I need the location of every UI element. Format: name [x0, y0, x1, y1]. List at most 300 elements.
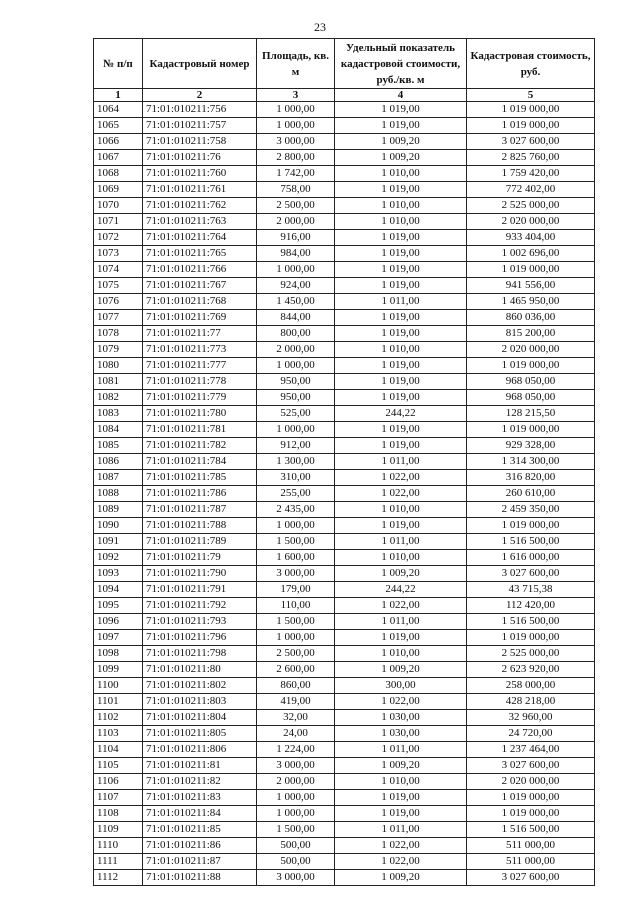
- cadastral-value-cell: 1 019 000,00: [467, 630, 595, 646]
- specific-value-cell: 1 019,00: [335, 422, 467, 438]
- table-row: [94, 230, 595, 246]
- area-cell: 2 600,00: [257, 662, 335, 678]
- area-cell: 500,00: [257, 838, 335, 854]
- table-row: [94, 870, 595, 886]
- row-number-cell: 1067: [94, 150, 143, 166]
- cadastral-number-cell: 71:01:010211:764: [143, 230, 257, 246]
- row-number-cell: 1066: [94, 134, 143, 150]
- cadastral-value-cell: 316 820,00: [467, 470, 595, 486]
- row-number-cell: 1109: [94, 822, 143, 838]
- table-row: [94, 854, 595, 870]
- specific-value-cell: 1 019,00: [335, 374, 467, 390]
- cadastral-value-cell: 2 623 920,00: [467, 662, 595, 678]
- cadastral-value-cell: 2 525 000,00: [467, 198, 595, 214]
- cadastral-value-cell: 2 459 350,00: [467, 502, 595, 518]
- area-cell: 179,00: [257, 582, 335, 598]
- cadastral-value-cell: 2 525 000,00: [467, 646, 595, 662]
- table-row: [94, 710, 595, 726]
- cadastral-value-cell: 933 404,00: [467, 230, 595, 246]
- area-cell: 2 800,00: [257, 150, 335, 166]
- cadastral-number-cell: 71:01:010211:782: [143, 438, 257, 454]
- cadastral-value-cell: 128 215,50: [467, 406, 595, 422]
- area-cell: 1 000,00: [257, 790, 335, 806]
- table-row: [94, 406, 595, 422]
- specific-value-cell: 1 009,20: [335, 566, 467, 582]
- row-number-cell: 1079: [94, 342, 143, 358]
- row-number-cell: 1090: [94, 518, 143, 534]
- column-number: 2: [143, 89, 257, 102]
- table-row: [94, 294, 595, 310]
- table-row: [94, 454, 595, 470]
- cadastral-number-cell: 71:01:010211:804: [143, 710, 257, 726]
- cadastral-number-cell: 71:01:010211:773: [143, 342, 257, 358]
- cadastral-number-cell: 71:01:010211:792: [143, 598, 257, 614]
- specific-value-cell: 1 010,00: [335, 198, 467, 214]
- specific-value-cell: 1 019,00: [335, 230, 467, 246]
- row-number-cell: 1076: [94, 294, 143, 310]
- table-row: [94, 342, 595, 358]
- cadastral-value-cell: 1 019 000,00: [467, 358, 595, 374]
- cadastral-number-cell: 71:01:010211:769: [143, 310, 257, 326]
- area-cell: 2 000,00: [257, 214, 335, 230]
- specific-value-cell: 1 019,00: [335, 390, 467, 406]
- cadastral-value-cell: 3 027 600,00: [467, 870, 595, 886]
- specific-value-cell: 1 030,00: [335, 710, 467, 726]
- header-cadastral-value: Кадастровая стоимость, руб.: [467, 39, 595, 89]
- area-cell: 3 000,00: [257, 134, 335, 150]
- area-cell: 2 500,00: [257, 198, 335, 214]
- row-number-cell: 1065: [94, 118, 143, 134]
- page-number: 23: [314, 20, 326, 34]
- area-cell: 1 000,00: [257, 422, 335, 438]
- table-row: [94, 134, 595, 150]
- specific-value-cell: 244,22: [335, 582, 467, 598]
- area-cell: 984,00: [257, 246, 335, 262]
- cadastral-value-cell: 1 237 464,00: [467, 742, 595, 758]
- area-cell: 255,00: [257, 486, 335, 502]
- row-number-cell: 1107: [94, 790, 143, 806]
- cadastral-number-cell: 71:01:010211:85: [143, 822, 257, 838]
- cadastral-number-cell: 71:01:010211:761: [143, 182, 257, 198]
- specific-value-cell: 1 019,00: [335, 118, 467, 134]
- cadastral-number-cell: 71:01:010211:77: [143, 326, 257, 342]
- specific-value-cell: 1 011,00: [335, 742, 467, 758]
- cadastral-value-cell: 3 027 600,00: [467, 134, 595, 150]
- table-row: [94, 822, 595, 838]
- table-row: [94, 182, 595, 198]
- area-cell: 1 500,00: [257, 534, 335, 550]
- table-row: [94, 438, 595, 454]
- cadastral-number-cell: 71:01:010211:80: [143, 662, 257, 678]
- row-number-cell: 1111: [94, 854, 143, 870]
- row-number-cell: 1110: [94, 838, 143, 854]
- specific-value-cell: 1 030,00: [335, 726, 467, 742]
- cadastral-number-cell: 71:01:010211:806: [143, 742, 257, 758]
- cadastral-value-cell: 511 000,00: [467, 854, 595, 870]
- specific-value-cell: 1 019,00: [335, 806, 467, 822]
- table-row: [94, 118, 595, 134]
- specific-value-cell: 1 010,00: [335, 214, 467, 230]
- specific-value-cell: 244,22: [335, 406, 467, 422]
- row-number-cell: 1084: [94, 422, 143, 438]
- table-row: [94, 662, 595, 678]
- cadastral-number-cell: 71:01:010211:805: [143, 726, 257, 742]
- cadastral-value-cell: 1 019 000,00: [467, 518, 595, 534]
- area-cell: 3 000,00: [257, 870, 335, 886]
- cadastral-value-cell: 112 420,00: [467, 598, 595, 614]
- cadastral-number-cell: 71:01:010211:87: [143, 854, 257, 870]
- cadastral-number-cell: 71:01:010211:791: [143, 582, 257, 598]
- row-number-cell: 1099: [94, 662, 143, 678]
- area-cell: 800,00: [257, 326, 335, 342]
- table-row: [94, 358, 595, 374]
- area-cell: 1 742,00: [257, 166, 335, 182]
- table-row: [94, 582, 595, 598]
- specific-value-cell: 300,00: [335, 678, 467, 694]
- row-number-cell: 1104: [94, 742, 143, 758]
- cadastral-number-cell: 71:01:010211:779: [143, 390, 257, 406]
- cadastral-number-cell: 71:01:010211:766: [143, 262, 257, 278]
- cadastral-number-cell: 71:01:010211:88: [143, 870, 257, 886]
- specific-value-cell: 1 010,00: [335, 502, 467, 518]
- cadastral-number-cell: 71:01:010211:784: [143, 454, 257, 470]
- specific-value-cell: 1 019,00: [335, 182, 467, 198]
- row-number-cell: 1089: [94, 502, 143, 518]
- cadastral-number-cell: 71:01:010211:79: [143, 550, 257, 566]
- cadastral-number-cell: 71:01:010211:762: [143, 198, 257, 214]
- cadastral-number-cell: 71:01:010211:756: [143, 102, 257, 118]
- cadastral-value-cell: 1 019 000,00: [467, 262, 595, 278]
- area-cell: 419,00: [257, 694, 335, 710]
- row-number-cell: 1112: [94, 870, 143, 886]
- specific-value-cell: 1 019,00: [335, 262, 467, 278]
- cadastral-value-table: [93, 38, 595, 886]
- column-number: 3: [257, 89, 335, 102]
- area-cell: 1 000,00: [257, 262, 335, 278]
- row-number-cell: 1082: [94, 390, 143, 406]
- area-cell: 1 500,00: [257, 822, 335, 838]
- cadastral-number-cell: 71:01:010211:780: [143, 406, 257, 422]
- row-number-cell: 1088: [94, 486, 143, 502]
- specific-value-cell: 1 009,20: [335, 662, 467, 678]
- cadastral-number-cell: 71:01:010211:785: [143, 470, 257, 486]
- cadastral-value-cell: 772 402,00: [467, 182, 595, 198]
- table-row: [94, 838, 595, 854]
- cadastral-number-cell: 71:01:010211:778: [143, 374, 257, 390]
- area-cell: 1 000,00: [257, 118, 335, 134]
- cadastral-number-cell: 71:01:010211:83: [143, 790, 257, 806]
- column-number: 1: [94, 89, 143, 102]
- specific-value-cell: 1 011,00: [335, 534, 467, 550]
- area-cell: 844,00: [257, 310, 335, 326]
- area-cell: 1 500,00: [257, 614, 335, 630]
- row-number-cell: 1077: [94, 310, 143, 326]
- area-cell: 525,00: [257, 406, 335, 422]
- header-area: Площадь, кв. м: [257, 39, 335, 89]
- row-number-cell: 1081: [94, 374, 143, 390]
- cadastral-value-cell: 968 050,00: [467, 390, 595, 406]
- specific-value-cell: 1 009,20: [335, 134, 467, 150]
- cadastral-value-cell: 1 002 696,00: [467, 246, 595, 262]
- table-row: [94, 534, 595, 550]
- row-number-cell: 1080: [94, 358, 143, 374]
- cadastral-number-cell: 71:01:010211:790: [143, 566, 257, 582]
- area-cell: 924,00: [257, 278, 335, 294]
- cadastral-value-cell: 32 960,00: [467, 710, 595, 726]
- row-number-cell: 1102: [94, 710, 143, 726]
- cadastral-number-cell: 71:01:010211:786: [143, 486, 257, 502]
- cadastral-number-cell: 71:01:010211:84: [143, 806, 257, 822]
- specific-value-cell: 1 011,00: [335, 294, 467, 310]
- cadastral-value-cell: 1 314 300,00: [467, 454, 595, 470]
- table-row: [94, 614, 595, 630]
- cadastral-value-cell: 1 516 500,00: [467, 534, 595, 550]
- area-cell: 912,00: [257, 438, 335, 454]
- cadastral-number-cell: 71:01:010211:802: [143, 678, 257, 694]
- area-cell: 2 000,00: [257, 774, 335, 790]
- column-number-row: [94, 89, 595, 102]
- area-cell: 3 000,00: [257, 566, 335, 582]
- row-number-cell: 1098: [94, 646, 143, 662]
- table-header-row: [94, 39, 595, 89]
- specific-value-cell: 1 010,00: [335, 342, 467, 358]
- row-number-cell: 1100: [94, 678, 143, 694]
- cadastral-value-cell: 1 019 000,00: [467, 806, 595, 822]
- area-cell: 1 000,00: [257, 630, 335, 646]
- row-number-cell: 1073: [94, 246, 143, 262]
- cadastral-number-cell: 71:01:010211:758: [143, 134, 257, 150]
- area-cell: 32,00: [257, 710, 335, 726]
- row-number-cell: 1078: [94, 326, 143, 342]
- cadastral-number-cell: 71:01:010211:82: [143, 774, 257, 790]
- cadastral-value-cell: 929 328,00: [467, 438, 595, 454]
- area-cell: 860,00: [257, 678, 335, 694]
- cadastral-number-cell: 71:01:010211:76: [143, 150, 257, 166]
- specific-value-cell: 1 019,00: [335, 630, 467, 646]
- table-row: [94, 150, 595, 166]
- cadastral-number-cell: 71:01:010211:781: [143, 422, 257, 438]
- cadastral-number-cell: 71:01:010211:787: [143, 502, 257, 518]
- table-row: [94, 166, 595, 182]
- cadastral-value-cell: 1 019 000,00: [467, 790, 595, 806]
- table-row: [94, 470, 595, 486]
- cadastral-value-cell: 258 000,00: [467, 678, 595, 694]
- table-row: [94, 694, 595, 710]
- table-row: [94, 726, 595, 742]
- cadastral-value-cell: 2 020 000,00: [467, 774, 595, 790]
- cadastral-value-cell: 3 027 600,00: [467, 566, 595, 582]
- cadastral-number-cell: 71:01:010211:81: [143, 758, 257, 774]
- cadastral-value-cell: 1 465 950,00: [467, 294, 595, 310]
- specific-value-cell: 1 011,00: [335, 454, 467, 470]
- specific-value-cell: 1 022,00: [335, 486, 467, 502]
- area-cell: 1 600,00: [257, 550, 335, 566]
- table-row: [94, 310, 595, 326]
- specific-value-cell: 1 022,00: [335, 598, 467, 614]
- row-number-cell: 1093: [94, 566, 143, 582]
- area-cell: 2 435,00: [257, 502, 335, 518]
- specific-value-cell: 1 009,20: [335, 150, 467, 166]
- cadastral-value-cell: 260 610,00: [467, 486, 595, 502]
- area-cell: 1 450,00: [257, 294, 335, 310]
- cadastral-number-cell: 71:01:010211:86: [143, 838, 257, 854]
- specific-value-cell: 1 022,00: [335, 694, 467, 710]
- table-row: [94, 518, 595, 534]
- cadastral-value-cell: 2 020 000,00: [467, 342, 595, 358]
- header-row-number: № п/п: [94, 39, 143, 89]
- row-number-cell: 1086: [94, 454, 143, 470]
- row-number-cell: 1105: [94, 758, 143, 774]
- cadastral-value-cell: 43 715,38: [467, 582, 595, 598]
- row-number-cell: 1097: [94, 630, 143, 646]
- cadastral-number-cell: 71:01:010211:796: [143, 630, 257, 646]
- header-specific-value: Удельный показатель кадастровой стоимости, руб./кв. м: [335, 39, 467, 89]
- cadastral-number-cell: 71:01:010211:763: [143, 214, 257, 230]
- row-number-cell: 1064: [94, 102, 143, 118]
- specific-value-cell: 1 019,00: [335, 278, 467, 294]
- table-row: [94, 646, 595, 662]
- cadastral-value-cell: 428 218,00: [467, 694, 595, 710]
- row-number-cell: 1106: [94, 774, 143, 790]
- cadastral-value-cell: 1 516 500,00: [467, 822, 595, 838]
- specific-value-cell: 1 019,00: [335, 310, 467, 326]
- specific-value-cell: 1 010,00: [335, 646, 467, 662]
- header-cadastral-number: Кадастровый номер: [143, 39, 257, 89]
- cadastral-number-cell: 71:01:010211:803: [143, 694, 257, 710]
- row-number-cell: 1103: [94, 726, 143, 742]
- area-cell: 24,00: [257, 726, 335, 742]
- cadastral-number-cell: 71:01:010211:798: [143, 646, 257, 662]
- area-cell: 1 224,00: [257, 742, 335, 758]
- area-cell: 310,00: [257, 470, 335, 486]
- cadastral-value-cell: 1 616 000,00: [467, 550, 595, 566]
- table-row: [94, 214, 595, 230]
- row-number-cell: 1075: [94, 278, 143, 294]
- specific-value-cell: 1 011,00: [335, 614, 467, 630]
- table-row: [94, 566, 595, 582]
- area-cell: 2 500,00: [257, 646, 335, 662]
- cadastral-number-cell: 71:01:010211:757: [143, 118, 257, 134]
- specific-value-cell: 1 010,00: [335, 550, 467, 566]
- row-number-cell: 1094: [94, 582, 143, 598]
- row-number-cell: 1083: [94, 406, 143, 422]
- cadastral-value-cell: 1 516 500,00: [467, 614, 595, 630]
- table-row: [94, 806, 595, 822]
- specific-value-cell: 1 019,00: [335, 790, 467, 806]
- row-number-cell: 1072: [94, 230, 143, 246]
- area-cell: 110,00: [257, 598, 335, 614]
- table-row: [94, 374, 595, 390]
- specific-value-cell: 1 011,00: [335, 822, 467, 838]
- cadastral-number-cell: 71:01:010211:788: [143, 518, 257, 534]
- table-row: [94, 774, 595, 790]
- cadastral-number-cell: 71:01:010211:760: [143, 166, 257, 182]
- column-number: 5: [467, 89, 595, 102]
- row-number-cell: 1068: [94, 166, 143, 182]
- cadastral-value-cell: 941 556,00: [467, 278, 595, 294]
- specific-value-cell: 1 022,00: [335, 838, 467, 854]
- row-number-cell: 1070: [94, 198, 143, 214]
- area-cell: 1 000,00: [257, 518, 335, 534]
- cadastral-number-cell: 71:01:010211:765: [143, 246, 257, 262]
- area-cell: 3 000,00: [257, 758, 335, 774]
- table-row: [94, 246, 595, 262]
- specific-value-cell: 1 019,00: [335, 326, 467, 342]
- area-cell: 2 000,00: [257, 342, 335, 358]
- area-cell: 500,00: [257, 854, 335, 870]
- area-cell: 1 300,00: [257, 454, 335, 470]
- cadastral-value-cell: 511 000,00: [467, 838, 595, 854]
- specific-value-cell: 1 019,00: [335, 102, 467, 118]
- table-row: [94, 198, 595, 214]
- table-row: [94, 102, 595, 118]
- table-row: [94, 502, 595, 518]
- row-number-cell: 1108: [94, 806, 143, 822]
- row-number-cell: 1071: [94, 214, 143, 230]
- cadastral-number-cell: 71:01:010211:793: [143, 614, 257, 630]
- cadastral-value-cell: 860 036,00: [467, 310, 595, 326]
- row-number-cell: 1101: [94, 694, 143, 710]
- specific-value-cell: 1 009,20: [335, 758, 467, 774]
- table-row: [94, 326, 595, 342]
- cadastral-value-cell: 24 720,00: [467, 726, 595, 742]
- specific-value-cell: 1 019,00: [335, 358, 467, 374]
- table-row: [94, 678, 595, 694]
- table-row: [94, 486, 595, 502]
- cadastral-number-cell: 71:01:010211:789: [143, 534, 257, 550]
- table-row: [94, 630, 595, 646]
- column-number: 4: [335, 89, 467, 102]
- table-row: [94, 278, 595, 294]
- specific-value-cell: 1 019,00: [335, 518, 467, 534]
- cadastral-value-cell: 815 200,00: [467, 326, 595, 342]
- table-row: [94, 790, 595, 806]
- area-cell: 1 000,00: [257, 358, 335, 374]
- row-number-cell: 1087: [94, 470, 143, 486]
- cadastral-value-cell: 3 027 600,00: [467, 758, 595, 774]
- table-row: [94, 390, 595, 406]
- area-cell: 950,00: [257, 374, 335, 390]
- area-cell: 1 000,00: [257, 806, 335, 822]
- specific-value-cell: 1 019,00: [335, 438, 467, 454]
- area-cell: 1 000,00: [257, 102, 335, 118]
- cadastral-value-cell: 968 050,00: [467, 374, 595, 390]
- row-number-cell: 1096: [94, 614, 143, 630]
- area-cell: 758,00: [257, 182, 335, 198]
- cadastral-value-cell: 1 759 420,00: [467, 166, 595, 182]
- area-cell: 950,00: [257, 390, 335, 406]
- row-number-cell: 1069: [94, 182, 143, 198]
- cadastral-value-cell: 2 825 760,00: [467, 150, 595, 166]
- specific-value-cell: 1 009,20: [335, 870, 467, 886]
- table-row: [94, 262, 595, 278]
- row-number-cell: 1091: [94, 534, 143, 550]
- row-number-cell: 1095: [94, 598, 143, 614]
- specific-value-cell: 1 019,00: [335, 246, 467, 262]
- cadastral-number-cell: 71:01:010211:767: [143, 278, 257, 294]
- table-row: [94, 550, 595, 566]
- row-number-cell: 1074: [94, 262, 143, 278]
- table-row: [94, 758, 595, 774]
- cadastral-number-cell: 71:01:010211:768: [143, 294, 257, 310]
- specific-value-cell: 1 022,00: [335, 470, 467, 486]
- table-row: [94, 422, 595, 438]
- table-row: [94, 742, 595, 758]
- row-number-cell: 1085: [94, 438, 143, 454]
- table-row: [94, 598, 595, 614]
- cadastral-value-cell: 1 019 000,00: [467, 102, 595, 118]
- row-number-cell: 1092: [94, 550, 143, 566]
